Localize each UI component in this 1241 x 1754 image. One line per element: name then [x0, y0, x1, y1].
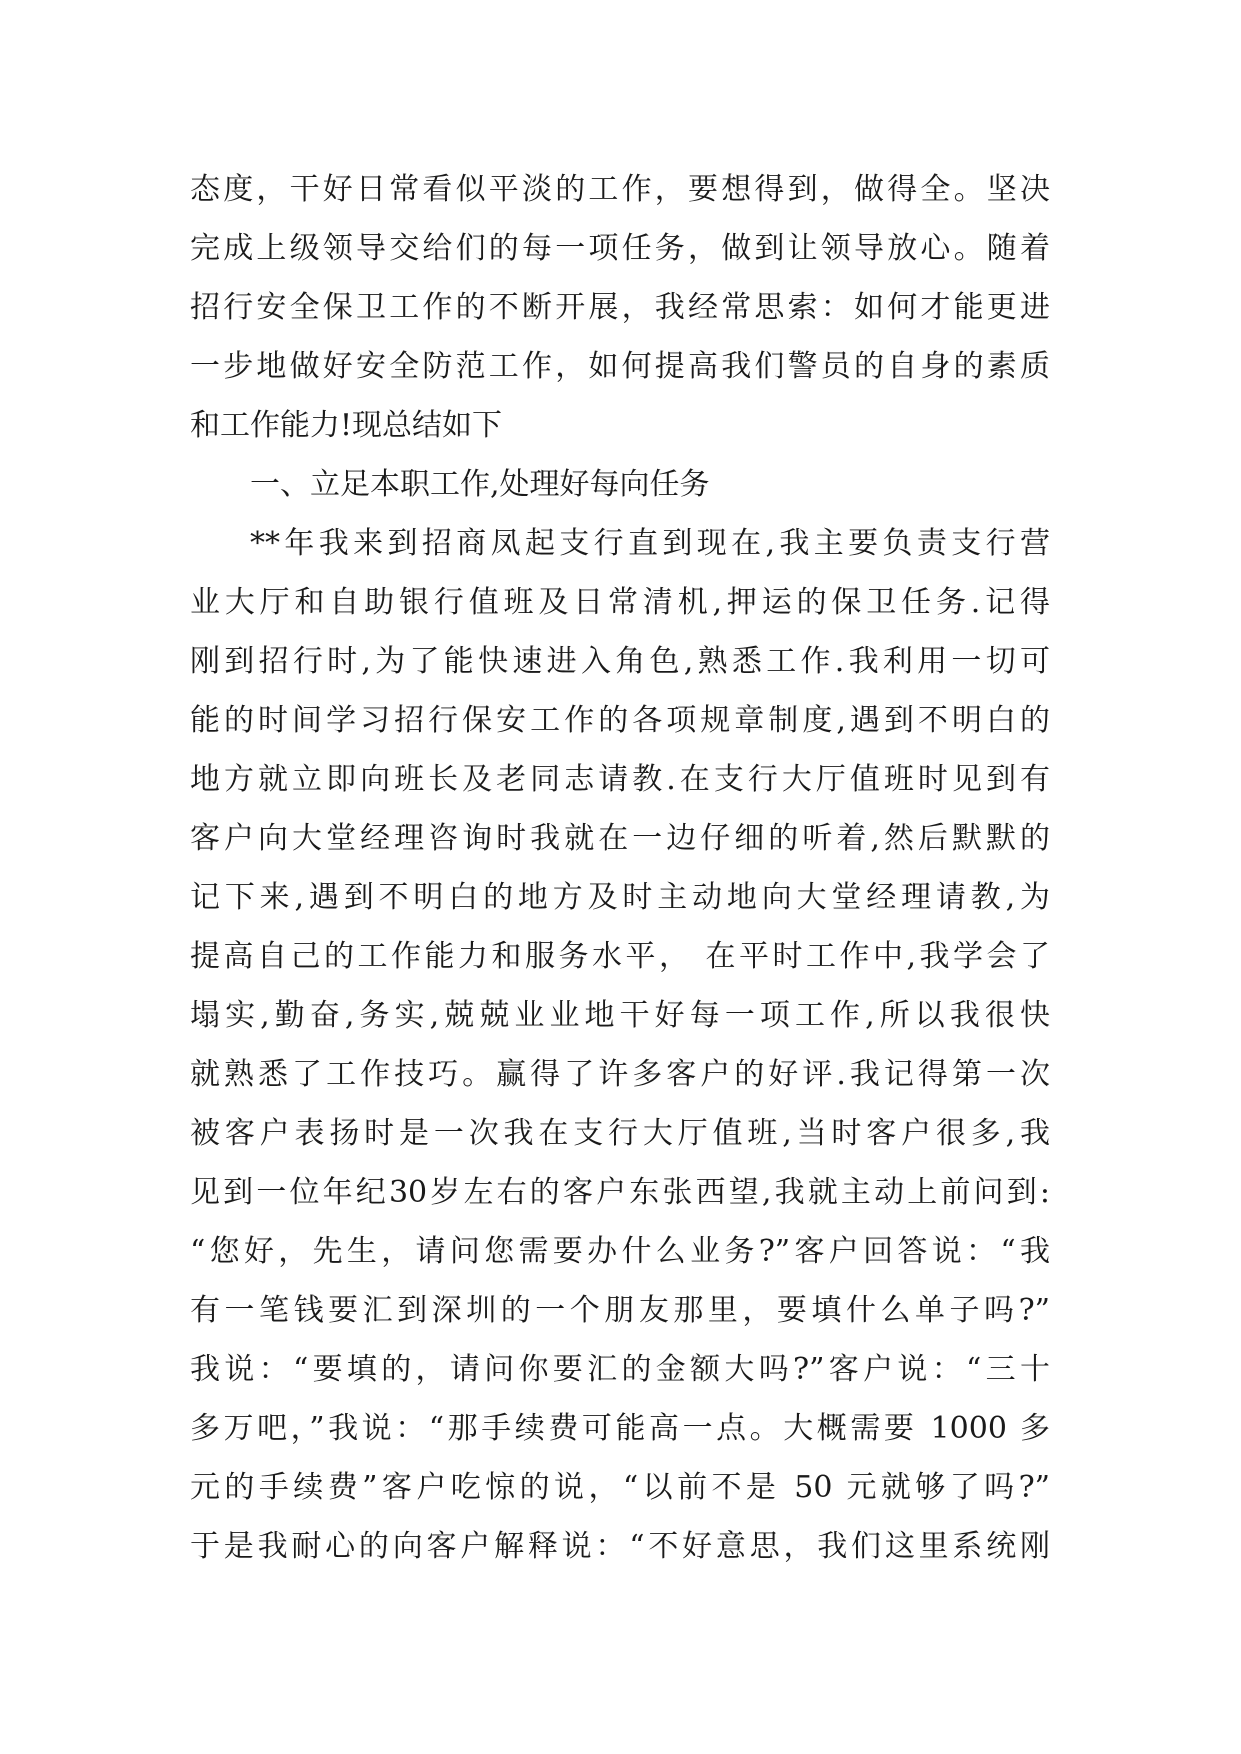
text-line: 于是我耐心的向客户解释说：“不好意思，我们这里系统刚: [190, 1529, 1050, 1564]
text-line: 记下来,遇到不明白的地方及时主动地向大堂经理请教,为: [190, 880, 1050, 915]
text-line: 能的时间学习招行保安工作的各项规章制度,遇到不明白的: [190, 703, 1050, 738]
text-line: 业大厅和自助银行值班及日常清机,押运的保卫任务.记得: [190, 585, 1050, 620]
text-line: 完成上级领导交给们的每一项任务，做到让领导放心。随着: [190, 231, 1050, 266]
text-line: **年我来到招商凤起支行直到现在,我主要负责支行营: [250, 526, 1050, 561]
text-line: 我说：“要填的，请问你要汇的金额大吗?”客户说：“三十: [190, 1352, 1050, 1387]
text-line: 态度，干好日常看似平淡的工作，要想得到，做得全。坚决: [190, 172, 1050, 207]
text-line: 地方就立即向班长及老同志请教.在支行大厅值班时见到有: [190, 762, 1050, 797]
text-line: 有一笔钱要汇到深圳的一个朋友那里，要填什么单子吗?”: [190, 1293, 1050, 1328]
text-line: 客户向大堂经理咨询时我就在一边仔细的听着,然后默默的: [190, 821, 1050, 856]
text-line: 和工作能力!现总结如下: [190, 408, 503, 443]
text-line: 元的手续费”客户吃惊的说，“以前不是 50 元就够了吗?”: [190, 1470, 1050, 1505]
text-line: 提高自己的工作能力和服务水平， 在平时工作中,我学会了: [190, 939, 1050, 974]
text-line: “您好，先生，请问您需要办什么业务?”客户回答说：“我: [190, 1234, 1050, 1269]
text-line: 就熟悉了工作技巧。赢得了许多客户的好评.我记得第一次: [190, 1057, 1050, 1092]
text-line: 塌实,勤奋,务实,兢兢业业地干好每一项工作,所以我很快: [190, 998, 1050, 1033]
section-heading: 一、立足本职工作,处理好每向任务: [250, 467, 710, 502]
text-line: 刚到招行时,为了能快速进入角色,熟悉工作.我利用一切可: [190, 644, 1050, 679]
text-line: 见到一位年纪30岁左右的客户东张西望,我就主动上前问到:: [190, 1175, 1050, 1210]
document-body: [190, 160, 1050, 1576]
text-line: 一步地做好安全防范工作，如何提高我们警员的自身的素质: [190, 349, 1050, 384]
text-line: 被客户表扬时是一次我在支行大厅值班,当时客户很多,我: [190, 1116, 1050, 1151]
text-line: 多万吧，”我说：“那手续费可能高一点。大概需要 1000 多: [190, 1411, 1050, 1446]
text-line: 招行安全保卫工作的不断开展，我经常思索：如何才能更进: [190, 290, 1050, 325]
